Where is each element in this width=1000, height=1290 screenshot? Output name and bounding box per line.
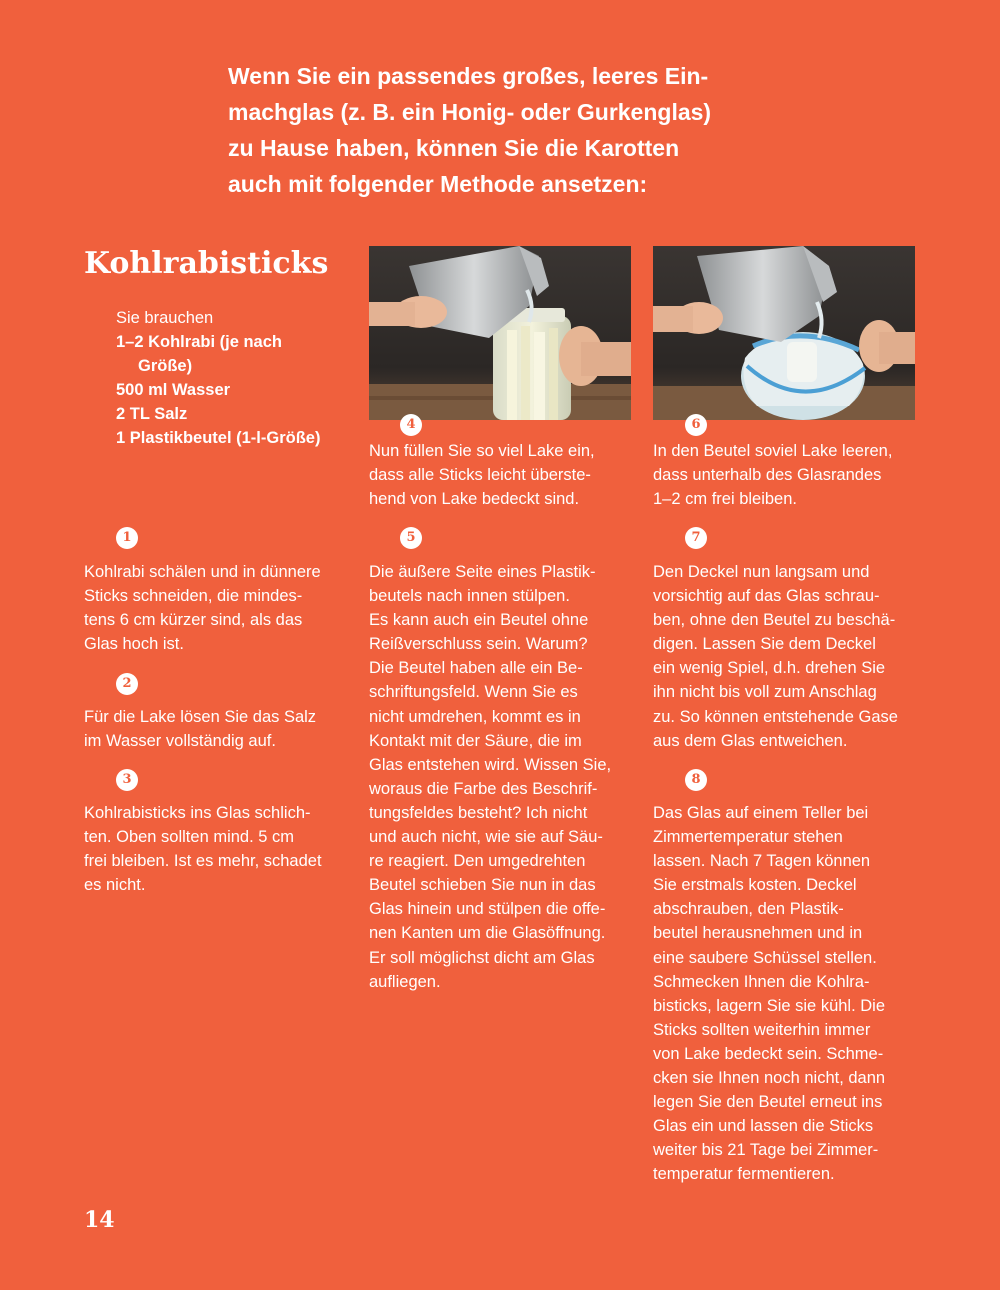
step-line: Er soll möglichst dicht am Glas — [369, 948, 595, 967]
step-line: bisticks, lagern Sie sie kühl. Die — [653, 996, 886, 1015]
ingredient-text: 1–2 Kohlrabi (je nach — [116, 333, 282, 351]
step-line: Es kann auch ein Beutel ohne — [369, 611, 589, 630]
step-number-badge: 3 — [116, 769, 138, 791]
step-line: Beutel schieben Sie nun in das — [369, 876, 596, 895]
step-text — [369, 560, 611, 994]
step-line: legen Sie den Beutel erneut ins — [653, 1093, 883, 1112]
step-number-badge: 4 — [400, 414, 422, 436]
step-number-badge: 7 — [685, 527, 707, 549]
intro-line: auch mit folgender Methode ansetzen: — [228, 171, 648, 197]
intro-line: Wenn Sie ein passendes großes, leeres Ein- — [228, 63, 709, 89]
step-line: Reißverschluss sein. Warum? — [369, 635, 588, 654]
step-line: Sticks schneiden, die mindes- — [84, 587, 303, 606]
step-line: nicht umdrehen, kommt es in — [369, 707, 581, 726]
step-line: dass unterhalb des Glasrandes — [653, 466, 882, 485]
step-line: 1–2 cm frei bleiben. — [653, 490, 797, 509]
step-number-badge: 8 — [685, 769, 707, 791]
step-line: Das Glas auf einem Teller bei — [653, 804, 869, 822]
step-text — [653, 439, 892, 511]
step-line: ein wenig Spiel, d.h. drehen Sie — [653, 659, 886, 678]
step-number-badge: 2 — [116, 673, 138, 695]
step-line: eine saubere Schüssel stellen. — [653, 948, 877, 967]
step-line: ben, ohne den Beutel zu beschä- — [653, 611, 896, 630]
step-line: Den Deckel nun langsam und — [653, 563, 870, 581]
step-line: Sie erstmals kosten. Deckel — [653, 876, 857, 895]
step-line: abschrauben, den Plastik- — [653, 900, 844, 919]
ingredient-item: 500 ml Wasser — [116, 381, 231, 399]
step-line: lassen. Nach 7 Tagen können — [653, 852, 871, 871]
intro-text — [228, 58, 788, 202]
step-number-badge: 5 — [400, 527, 422, 549]
step-line: woraus die Farbe des Beschrif- — [369, 779, 598, 798]
step-line: vorsichtig auf das Glas schrau- — [653, 587, 880, 606]
step-line: nen Kanten um die Glasöffnung. — [369, 924, 606, 943]
step-line: und auch nicht, wie sie auf Säu- — [369, 828, 603, 847]
step-line: In den Beutel soviel Lake leeren, — [653, 442, 893, 460]
step-number-badge: 6 — [685, 414, 707, 436]
step-text — [653, 801, 885, 1187]
step-line: Kohlrabi schälen und in dünnere — [84, 563, 321, 581]
step-line: Schmecken Ihnen die Kohlra- — [653, 972, 870, 991]
step-line: re reagiert. Den umgedrehten — [369, 852, 586, 871]
step-text — [84, 560, 321, 656]
photo-pouring-brine-into-bag — [653, 246, 915, 420]
step-line: ihn nicht bis voll zum Anschlag — [653, 683, 877, 702]
step-line: im Wasser vollständig auf. — [84, 732, 276, 751]
step-line: Nun füllen Sie so viel Lake ein, — [369, 442, 595, 460]
step-line: aufliegen. — [369, 972, 441, 991]
step-line: Zimmertemperatur stehen — [653, 828, 843, 847]
step-line: Kohlrabisticks ins Glas schlich- — [84, 804, 311, 822]
ingredient-item: 2 TL Salz — [116, 405, 188, 423]
step-line: digen. Lassen Sie dem Deckel — [653, 635, 876, 654]
step-text — [84, 801, 322, 897]
recipe-title: Kohlrabisticks — [84, 246, 329, 281]
ingredient-text: Größe) — [138, 357, 193, 375]
step-line: Die Beutel haben alle ein Be- — [369, 659, 583, 678]
step-text — [369, 439, 595, 511]
step-line: beutels nach innen stülpen. — [369, 587, 570, 606]
step-line: Glas hinein und stülpen die offe- — [369, 900, 606, 919]
step-line: Für die Lake lösen Sie das Salz — [84, 708, 317, 726]
ingredients-list — [116, 306, 366, 450]
step-number-badge: 1 — [116, 527, 138, 549]
step-line: beutel herausnehmen und in — [653, 924, 863, 943]
step-line: cken sie Ihnen noch nicht, dann — [653, 1069, 886, 1088]
step-line: aus dem Glas entweichen. — [653, 731, 848, 750]
step-text — [84, 705, 316, 753]
step-line: Kontakt mit der Säure, die im — [369, 731, 582, 750]
step-line: ten. Oben sollten mind. 5 cm — [84, 828, 295, 847]
ingredient-item — [116, 330, 366, 378]
step-line: Glas ein und lassen die Sticks — [653, 1117, 874, 1136]
step-text — [653, 560, 898, 753]
step-line: temperatur fermentieren. — [653, 1165, 835, 1184]
page-number: 14 — [84, 1207, 115, 1233]
step-line: weiter bis 21 Tage bei Zimmer- — [653, 1141, 879, 1160]
step-line: zu. So können entstehende Gase — [653, 707, 898, 726]
intro-line: zu Hause haben, können Sie die Karotten — [228, 135, 680, 161]
step-line: es nicht. — [84, 876, 146, 895]
step-line: Die äußere Seite eines Plastik- — [369, 563, 596, 581]
step-line: hend von Lake bedeckt sind. — [369, 490, 580, 509]
step-line: Sticks sollten weiterhin immer — [653, 1020, 871, 1039]
step-line: frei bleiben. Ist es mehr, schadet — [84, 852, 322, 871]
step-line: schriftungsfeld. Wenn Sie es — [369, 683, 578, 702]
intro-line: machglas (z. B. ein Honig- oder Gurkenglas) — [228, 99, 712, 125]
step-line: von Lake bedeckt sein. Schme- — [653, 1044, 884, 1063]
ingredient-item: 1 Plastikbeutel (1-l-Größe) — [116, 429, 321, 447]
step-line: Glas entstehen wird. Wissen Sie, — [369, 755, 612, 774]
step-line: tens 6 cm kürzer sind, als das — [84, 611, 303, 630]
step-line: Glas hoch ist. — [84, 635, 184, 654]
ingredients-label: Sie brauchen — [116, 309, 214, 327]
photo-pouring-brine-into-jar — [369, 246, 631, 420]
step-line: dass alle Sticks leicht überste- — [369, 466, 591, 485]
step-line: tungsfeldes besteht? Ich nicht — [369, 803, 588, 822]
